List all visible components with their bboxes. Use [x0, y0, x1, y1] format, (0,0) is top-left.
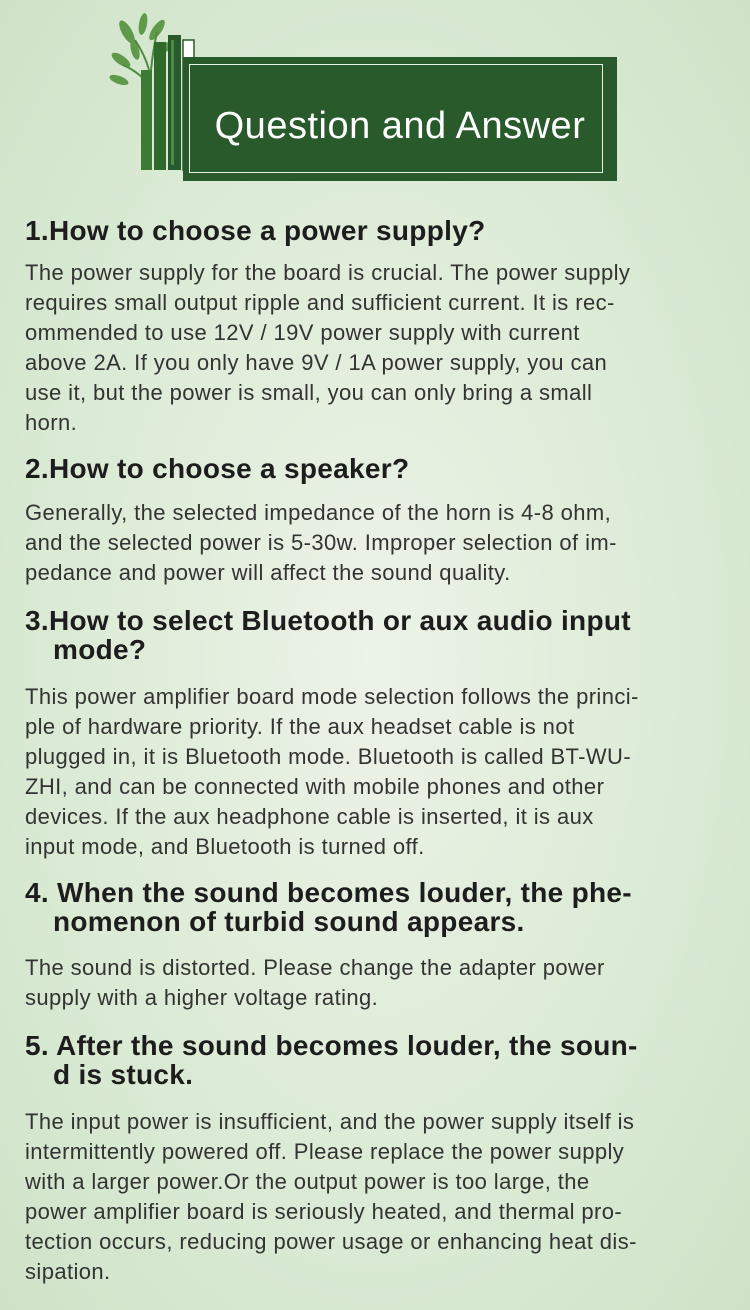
- question-line: 3.How to select Bluetooth or aux audio input: [25, 605, 631, 636]
- question-3: [25, 606, 730, 664]
- title-banner: [183, 57, 617, 181]
- answer-line: ple of hardware priority. If the aux headset cable is not: [25, 714, 575, 739]
- question-line: nomenon of turbid sound appears.: [53, 906, 525, 937]
- answer-2: [25, 498, 730, 588]
- answer-line: above 2A. If you only have 9V / 1A power supply, you can: [25, 350, 608, 375]
- answer-line: The power supply for the board is crucial. The power supply: [25, 260, 631, 285]
- qa-section-2: [25, 454, 730, 588]
- page-title: Question and Answer: [214, 105, 586, 147]
- answer-line: devices. If the aux headphone cable is inserted, it is aux: [25, 804, 594, 829]
- question-line: 5. After the sound becomes louder, the soun-: [25, 1030, 638, 1061]
- question-line: 1.How to choose a power supply?: [25, 215, 486, 246]
- qa-section-3: [25, 606, 730, 862]
- question-2: [25, 454, 730, 483]
- answer-line: use it, but the power is small, you can only bring a small: [25, 380, 593, 405]
- answer-line: supply with a higher voltage rating.: [25, 985, 379, 1010]
- answer-line: and the selected power is 5-30w. Improper selection of im-: [25, 530, 617, 555]
- qa-section-4: [25, 878, 730, 1013]
- question-1: [25, 216, 730, 245]
- answer-5: [25, 1107, 730, 1287]
- question-line: 4. When the sound becomes louder, the phe-: [25, 877, 632, 908]
- answer-line: power amplifier board is seriously heated, and thermal pro-: [25, 1199, 623, 1224]
- question-line: mode?: [53, 634, 147, 665]
- answer-line: Generally, the selected impedance of the horn is 4-8 ohm,: [25, 500, 612, 525]
- qa-section-1: [25, 216, 730, 438]
- qa-section-5: [25, 1031, 730, 1287]
- question-5: [25, 1031, 730, 1089]
- answer-line: The input power is insufficient, and the power supply itself is: [25, 1109, 635, 1134]
- answer-line: This power amplifier board mode selection follows the princi-: [25, 684, 639, 709]
- answer-line: intermittently powered off. Please replace the power supply: [25, 1139, 625, 1164]
- answer-line: with a larger power.Or the output power is too large, the: [25, 1169, 590, 1194]
- answer-line: horn.: [25, 410, 78, 435]
- answer-line: sipation.: [25, 1259, 111, 1284]
- question-4: [25, 878, 730, 936]
- answer-line: plugged in, it is Bluetooth mode. Bluetooth is called BT-WU-: [25, 744, 632, 769]
- answer-line: ommended to use 12V / 19V power supply with current: [25, 320, 580, 345]
- answer-line: ZHI, and can be connected with mobile phones and other: [25, 774, 605, 799]
- question-line: d is stuck.: [53, 1059, 194, 1090]
- answer-line: requires small output ripple and sufficient current. It is rec-: [25, 290, 615, 315]
- answer-3: [25, 682, 730, 862]
- answer-line: input mode, and Bluetooth is turned off.: [25, 834, 425, 859]
- header: [105, 10, 617, 175]
- answer-line: The sound is distorted. Please change the adapter power: [25, 955, 605, 980]
- answer-line: tection occurs, reducing power usage or enhancing heat dis-: [25, 1229, 637, 1254]
- answer-line: pedance and power will affect the sound quality.: [25, 560, 511, 585]
- answer-1: [25, 258, 730, 438]
- question-line: 2.How to choose a speaker?: [25, 453, 410, 484]
- answer-4: [25, 953, 730, 1013]
